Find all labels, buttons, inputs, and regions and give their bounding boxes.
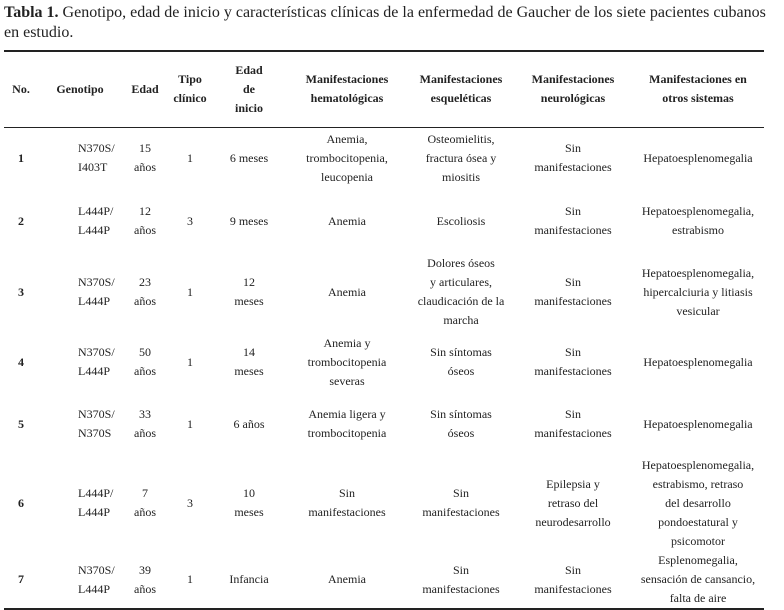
cell-esqueleticas xyxy=(408,551,514,609)
cell-text-line: retraso del xyxy=(547,495,599,510)
cell-text-line: 6 xyxy=(18,495,24,510)
cell-text-line: Tipo xyxy=(178,72,202,87)
cell-text-line: N370S/ xyxy=(78,407,115,421)
cell-text-line: Anemia xyxy=(328,572,366,586)
cell-esqueleticas xyxy=(408,127,514,189)
cell-text-line: L444P xyxy=(78,294,111,308)
cell-tipo-clinico xyxy=(168,455,212,551)
table-header xyxy=(4,51,764,127)
cell-text-line: 14 xyxy=(243,345,255,359)
cell-text-line: 50 xyxy=(139,345,151,359)
cell-text-line: manifestaciones xyxy=(308,505,386,519)
cell-tipo-clinico xyxy=(168,189,212,253)
cell-text-line: estrabismo xyxy=(672,223,724,237)
cell-text-line: otros sistemas xyxy=(662,91,734,106)
cell-text-line: L444P xyxy=(78,581,111,596)
cell-text-line: N370S/ xyxy=(78,562,115,577)
cell-text-line: Infancia xyxy=(229,572,269,586)
table-row xyxy=(4,455,764,551)
cell-esqueleticas xyxy=(408,189,514,253)
cell-text-line: 1 xyxy=(187,284,193,299)
cell-text-line: 39 xyxy=(139,562,151,577)
cell-text-line: meses xyxy=(234,294,264,308)
cell-no xyxy=(4,253,38,331)
cell-edad xyxy=(122,189,168,253)
cell-text-line: Manifestaciones xyxy=(531,72,615,87)
cell-text-line: Anemia y xyxy=(323,335,371,350)
cell-text-line: meses xyxy=(234,364,264,378)
cell-text-line: Manifestaciones en xyxy=(649,72,747,87)
cell-esqueleticas xyxy=(408,331,514,393)
cell-text-line: Hepatoesplenomegalia, xyxy=(641,265,755,280)
cell-text-line: pondoestatural y xyxy=(658,514,738,529)
cell-text-line: 23 xyxy=(139,275,151,289)
cell-text-line: Anemia xyxy=(328,284,366,299)
cell-text-line: neurológicas xyxy=(540,91,606,106)
cell-hematologicas xyxy=(286,253,408,331)
cell-text-line: Hepatoesplenomegalia, xyxy=(641,457,755,472)
cell-text-line: años xyxy=(134,505,156,519)
cell-hematologicas xyxy=(286,455,408,551)
cell-text-line: Sin xyxy=(564,275,581,289)
cell-text-line: Sin síntomas xyxy=(430,345,492,359)
cell-tipo-clinico xyxy=(168,127,212,189)
cell-text-line: años xyxy=(134,581,156,596)
cell-text-line: 1 xyxy=(187,416,193,431)
cell-text-line: Sin xyxy=(564,345,581,359)
cell-text-line: leucopenia xyxy=(321,169,373,184)
cell-text-line: Hepatoesplenomegalia xyxy=(643,416,753,431)
cell-text-line: meses xyxy=(234,505,264,519)
cell-neurologicas xyxy=(514,551,632,609)
cell-edad xyxy=(122,127,168,189)
cell-text-line: Hepatoesplenomegalia xyxy=(643,150,753,165)
cell-otros-sistemas xyxy=(632,127,764,189)
cell-text-line: 33 xyxy=(139,407,151,421)
cell-text-line: años xyxy=(134,294,156,308)
cell-genotipo xyxy=(38,393,122,455)
caption-label: Tabla 1. xyxy=(4,4,59,21)
cell-edad xyxy=(122,253,168,331)
cell-text-line: inicio xyxy=(234,100,263,115)
cell-text-line: Dolores óseos xyxy=(427,256,495,270)
cell-text-line: hipercalciuria y litiasis xyxy=(643,284,753,299)
cell-genotipo xyxy=(38,189,122,253)
header-no xyxy=(4,51,38,127)
cell-text-line: Sin xyxy=(452,562,469,577)
cell-text-line: del desarrollo xyxy=(665,495,731,510)
cell-hematologicas xyxy=(286,127,408,189)
cell-text-line: N370S xyxy=(78,426,112,440)
cell-text-line: trombocitopenia, xyxy=(306,150,388,165)
cell-text-line: No. xyxy=(12,81,30,96)
gaucher-patients-table xyxy=(4,50,764,610)
cell-edad-inicio xyxy=(212,455,286,551)
cell-edad xyxy=(122,551,168,609)
cell-text-line: estrabismo, retraso xyxy=(652,476,744,491)
cell-no xyxy=(4,551,38,609)
cell-text-line: óseos xyxy=(447,364,475,378)
cell-no xyxy=(4,331,38,393)
cell-text-line: óseos xyxy=(447,426,475,440)
table-row xyxy=(4,127,764,189)
cell-text-line: manifestaciones xyxy=(422,505,500,519)
cell-text-line: trombocitopenia xyxy=(307,426,387,440)
cell-esqueleticas xyxy=(408,393,514,455)
cell-text-line: L444P xyxy=(78,505,111,519)
cell-text-line: 1 xyxy=(187,572,193,586)
cell-text-line: 15 xyxy=(139,141,151,156)
cell-text-line: neurodesarrollo xyxy=(535,514,611,529)
cell-text-line: 6 años xyxy=(233,416,265,431)
cell-text-line: Genotipo xyxy=(56,81,104,96)
cell-neurologicas xyxy=(514,331,632,393)
cell-neurologicas xyxy=(514,393,632,455)
cell-text-line: 7 xyxy=(18,572,24,586)
cell-text-line: Sin síntomas xyxy=(430,407,492,421)
cell-edad-inicio xyxy=(212,127,286,189)
cell-text-line: I403T xyxy=(78,160,108,175)
table-row xyxy=(4,331,764,393)
cell-text-line: miositis xyxy=(441,169,480,184)
cell-text-line: años xyxy=(134,364,156,378)
cell-genotipo xyxy=(38,253,122,331)
cell-edad-inicio xyxy=(212,189,286,253)
cell-text-line: Hepatoesplenomegalia, xyxy=(641,204,755,218)
header-tipo-clinico xyxy=(168,51,212,127)
table-row xyxy=(4,253,764,331)
cell-otros-sistemas xyxy=(632,331,764,393)
cell-text-line: años xyxy=(134,223,156,237)
cell-no xyxy=(4,455,38,551)
header-neurologicas xyxy=(514,51,632,127)
cell-edad xyxy=(122,393,168,455)
cell-text-line: Manifestaciones xyxy=(419,72,503,87)
cell-text-line: severas xyxy=(329,373,365,388)
cell-text-line: manifestaciones xyxy=(534,294,612,308)
cell-text-line: 12 xyxy=(243,275,255,289)
cell-edad xyxy=(122,331,168,393)
cell-hematologicas xyxy=(286,393,408,455)
cell-text-line: Escoliosis xyxy=(436,213,486,228)
cell-edad-inicio xyxy=(212,551,286,609)
cell-esqueleticas xyxy=(408,253,514,331)
cell-text-line: 9 meses xyxy=(229,213,269,228)
cell-text-line: psicomotor xyxy=(671,533,725,548)
cell-text-line: Sin xyxy=(564,407,581,421)
cell-text-line: manifestaciones xyxy=(534,223,612,237)
cell-genotipo xyxy=(38,455,122,551)
cell-text-line: hematológicas xyxy=(310,91,384,106)
cell-text-line: Anemia xyxy=(328,213,366,228)
cell-text-line: clínico xyxy=(173,91,207,106)
cell-text-line: Anemia, xyxy=(326,131,368,146)
cell-neurologicas xyxy=(514,253,632,331)
cell-text-line: 3 xyxy=(187,213,193,228)
header-row xyxy=(4,51,764,127)
cell-text-line: N370S/ xyxy=(78,345,115,359)
cell-text-line: fractura ósea y xyxy=(425,150,497,165)
cell-neurologicas xyxy=(514,189,632,253)
cell-text-line: claudicación de la xyxy=(417,294,505,308)
cell-text-line: y articulares, xyxy=(430,275,492,289)
cell-hematologicas xyxy=(286,189,408,253)
cell-no xyxy=(4,127,38,189)
cell-otros-sistemas xyxy=(632,455,764,551)
cell-text-line: 3 xyxy=(187,495,193,510)
cell-otros-sistemas xyxy=(632,551,764,609)
cell-text-line: manifestaciones xyxy=(534,426,612,440)
cell-text-line: Osteomielitis, xyxy=(427,131,495,146)
cell-text-line: manifestaciones xyxy=(534,581,612,596)
cell-text-line: marcha xyxy=(443,313,479,327)
header-edad-inicio xyxy=(212,51,286,127)
cell-otros-sistemas xyxy=(632,253,764,331)
cell-tipo-clinico xyxy=(168,551,212,609)
table-caption xyxy=(4,3,780,43)
cell-text-line: esqueléticas xyxy=(430,91,492,106)
cell-edad xyxy=(122,455,168,551)
cell-text-line: manifestaciones xyxy=(534,364,612,378)
cell-text-line: 1 xyxy=(18,150,24,165)
caption-text: Genotipo, edad de inicio y características clínicas de la enfermedad de Gaucher de los siete pacientes cubanos en estudio. xyxy=(4,4,766,41)
cell-text-line: Esplenomegalia, xyxy=(658,553,738,567)
cell-text-line: Epilepsia y xyxy=(546,476,600,491)
cell-text-line: Sin xyxy=(338,486,355,500)
cell-edad-inicio xyxy=(212,393,286,455)
cell-text-line: N370S/ xyxy=(78,275,115,289)
cell-text-line: de xyxy=(243,81,255,96)
table-row xyxy=(4,393,764,455)
cell-text-line: Edad xyxy=(131,81,159,96)
cell-text-line: 6 meses xyxy=(229,150,269,165)
cell-text-line: años xyxy=(134,426,156,440)
cell-text-line: 2 xyxy=(18,213,24,228)
cell-text-line: Sin xyxy=(564,562,581,577)
cell-no xyxy=(4,189,38,253)
cell-text-line: 1 xyxy=(187,354,193,369)
cell-text-line: L444P/ xyxy=(78,204,114,218)
cell-no xyxy=(4,393,38,455)
header-edad xyxy=(122,51,168,127)
cell-text-line: N370S/ xyxy=(78,141,115,156)
cell-genotipo xyxy=(38,127,122,189)
cell-text-line: falta de aire xyxy=(669,591,727,605)
cell-text-line: 7 xyxy=(142,486,148,500)
cell-neurologicas xyxy=(514,127,632,189)
cell-text-line: L444P xyxy=(78,223,111,237)
cell-text-line: 3 xyxy=(18,284,24,299)
cell-text-line: Edad xyxy=(235,62,263,77)
header-genotipo xyxy=(38,51,122,127)
cell-text-line: años xyxy=(134,160,156,175)
table-row xyxy=(4,189,764,253)
table-body xyxy=(4,127,764,609)
cell-text-line: 12 xyxy=(139,204,151,218)
cell-edad-inicio xyxy=(212,253,286,331)
cell-tipo-clinico xyxy=(168,253,212,331)
cell-text-line: manifestaciones xyxy=(534,160,612,175)
cell-text-line: 5 xyxy=(18,416,24,431)
header-hematologicas xyxy=(286,51,408,127)
header-esqueleticas xyxy=(408,51,514,127)
cell-text-line: Sin xyxy=(564,204,581,218)
cell-text-line: manifestaciones xyxy=(422,581,500,596)
cell-otros-sistemas xyxy=(632,393,764,455)
cell-text-line: L444P xyxy=(78,364,111,378)
cell-edad-inicio xyxy=(212,331,286,393)
cell-text-line: sensación de cansancio, xyxy=(640,572,756,586)
cell-neurologicas xyxy=(514,455,632,551)
cell-text-line: Manifestaciones xyxy=(305,72,389,87)
cell-hematologicas xyxy=(286,331,408,393)
cell-text-line: Sin xyxy=(564,141,581,156)
cell-text-line: Anemia ligera y xyxy=(308,407,386,421)
cell-esqueleticas xyxy=(408,455,514,551)
cell-text-line: Sin xyxy=(452,486,469,500)
cell-hematologicas xyxy=(286,551,408,609)
cell-text-line: 1 xyxy=(187,150,193,165)
cell-text-line: trombocitopenia xyxy=(307,354,387,369)
cell-text-line: Hepatoesplenomegalia xyxy=(643,354,753,369)
cell-tipo-clinico xyxy=(168,331,212,393)
table-row xyxy=(4,551,764,609)
header-otros-sistemas xyxy=(632,51,764,127)
cell-otros-sistemas xyxy=(632,189,764,253)
cell-genotipo xyxy=(38,551,122,609)
cell-text-line: 4 xyxy=(18,354,24,369)
cell-tipo-clinico xyxy=(168,393,212,455)
cell-text-line: L444P/ xyxy=(78,486,114,500)
cell-text-line: 10 xyxy=(243,486,255,500)
cell-text-line: vesicular xyxy=(676,303,720,318)
cell-genotipo xyxy=(38,331,122,393)
